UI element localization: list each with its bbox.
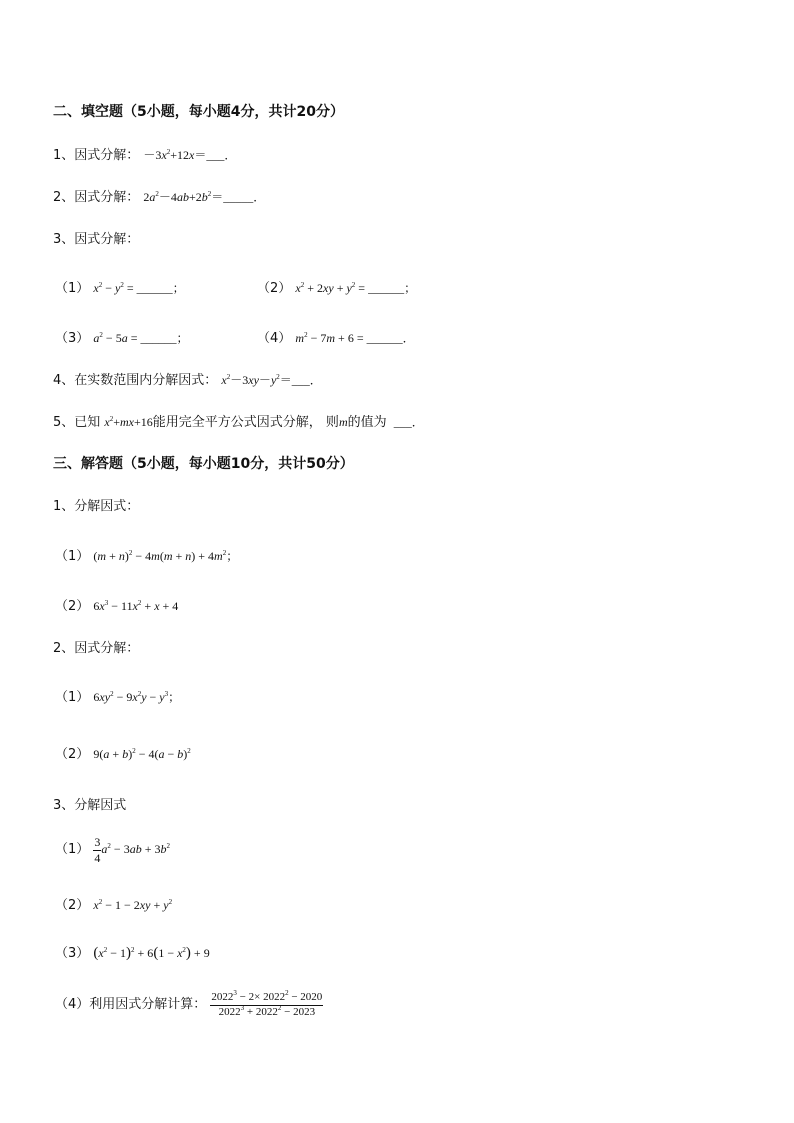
fill-q3-part1-label: （1） <box>55 281 90 296</box>
fill-q3-part3-label: （3） <box>55 331 90 346</box>
solve-q3-part1 <box>55 836 170 864</box>
solve-q1-part1 <box>55 545 238 564</box>
fill-q3: 3、因式分解： <box>53 232 140 247</box>
fill-q3-part4-label: （4） <box>257 331 292 346</box>
fill-q3-part1-expr: $x^2 - y^2$ = ______； <box>93 281 185 295</box>
solve-q2-part1-label: （1） <box>55 690 90 705</box>
solve-q3-part3 <box>55 942 210 962</box>
fill-q1-label: 1、因式分解： <box>53 148 140 163</box>
solve-q1-part1-label: （1） <box>55 549 90 564</box>
fill-q1-expr: $-3x^2+12x=\_\_\_$． <box>143 148 237 162</box>
fill-q2-expr: $2a^2-4ab+2b^2=\_\_\_\_\_$． <box>143 190 266 204</box>
solve-q3-part2-label: （2） <box>55 898 90 913</box>
fill-q5-text: 能用完全平方公式因式分解， 则 <box>152 415 339 430</box>
solve-q1-part2-label: （2） <box>55 599 90 614</box>
fill-q3-part2-label: （2） <box>257 281 292 296</box>
solve-q3-part2 <box>55 894 172 913</box>
fill-q4-expr: $x^2-3xy-y^2=\_\_\_$． <box>221 373 322 387</box>
solve-q2: 2、因式分解： <box>53 641 140 656</box>
fill-q3-part3 <box>55 327 188 346</box>
section-3-heading: 三、解答题（5小题，每小题10分，共计50分） <box>53 456 354 472</box>
fill-q1 <box>53 144 236 163</box>
solve-q2-part1 <box>55 686 180 705</box>
solve-q2-part2-label: （2） <box>55 747 90 762</box>
solve-q3-part1-expr: $\frac{3}{4}$ $a^2 - 3ab + 3b^2$ <box>94 835 170 865</box>
fill-q3-part4-expr: $m^2 - 7m + 6$ = ______． <box>295 331 415 345</box>
solve-q3: 3、分解因式 <box>53 798 127 813</box>
solve-q3-part1-label: （1） <box>55 841 90 857</box>
solve-q3-part4-expr <box>210 989 323 1018</box>
fill-q5-blank: ___． <box>390 415 424 429</box>
solve-q3-part2-expr: $x^2 - 1 - 2xy + y^2$ <box>93 898 173 912</box>
fill-q3-part2-expr: $x^2 + 2xy + y^2$ = ______； <box>295 281 417 295</box>
solve-q1: 1、分解因式： <box>53 499 140 514</box>
solve-q2-part2-expr: $9(a + b)^2 - 4(a - b)^2$ <box>93 747 191 761</box>
fill-q5-text2: 的值为 <box>347 415 387 430</box>
solve-q2-part2 <box>55 743 191 762</box>
solve-q3-part3-expr: $(x^2 - 1)^2 + 6(1 - x^2) + 9$ <box>93 945 210 961</box>
fill-q3-part4 <box>257 327 415 346</box>
fraction-three-quarters: $\frac{3}{4}$ <box>94 835 101 865</box>
solve-q1-part2-expr: $6x^3 - 11x^2 + x + 4$ <box>93 599 179 613</box>
fill-q3-part2 <box>257 277 416 296</box>
solve-q3-part4 <box>55 989 323 1018</box>
solve-q2-part1-expr: $6xy^2 - 9x^2y - y^3$； <box>93 690 181 704</box>
fill-q2-label: 2、因式分解： <box>53 190 140 205</box>
fill-q2 <box>53 186 265 205</box>
solve-q1-part2 <box>55 595 178 614</box>
solve-q3-part3-label: （3） <box>55 946 90 961</box>
fill-q4 <box>53 369 322 388</box>
fraction-2022: $\frac{2022^3 - 2\times 2022^2 - 2020}{2022^3 + 2022^2 - 2023}$ <box>211 989 323 1018</box>
fill-q5-expr: $x^2+mx+16$ <box>104 415 153 429</box>
solve-q3-part4-label: （4）利用因式分解计算： <box>55 996 207 1012</box>
fill-q4-label: 4、在实数范围内分解因式： <box>53 373 218 388</box>
solve-q1-part1-expr: $(m + n)^2 - 4m(m + n) + 4m^2$； <box>93 549 239 563</box>
fill-q3-part3-expr: $a^2 - 5a$ = ______； <box>93 331 189 345</box>
fill-q5 <box>53 411 424 430</box>
fill-q5-label: 5、已知 <box>53 415 105 430</box>
fill-q5-var: m <box>338 415 348 429</box>
fill-q3-part1 <box>55 277 185 296</box>
section-2-heading: 二、填空题（5小题，每小题4分，共计20分） <box>53 104 344 120</box>
